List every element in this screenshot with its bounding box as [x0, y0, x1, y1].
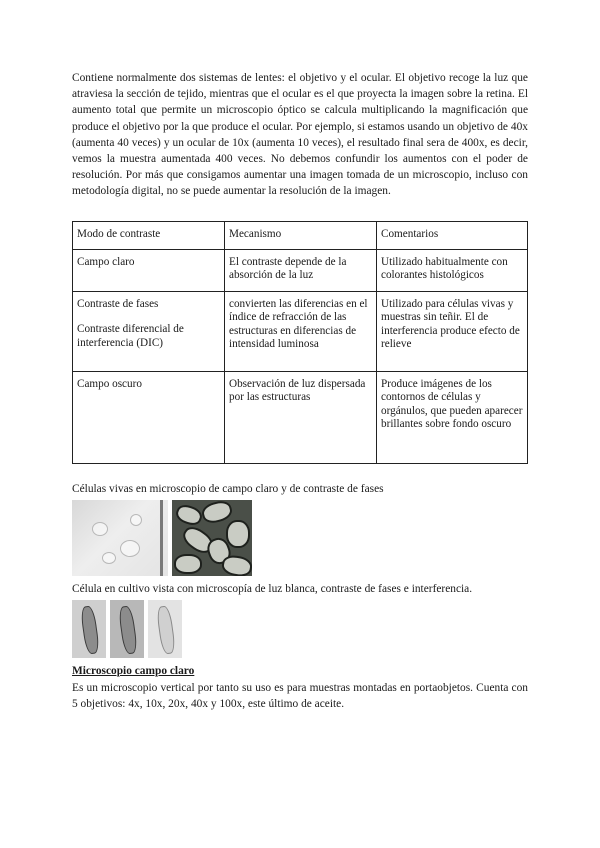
- document-page: [72, 70, 528, 712]
- table-cell-mode: Campo oscuro: [73, 371, 225, 463]
- table-cell-comment: Utilizado habitualmente con colorantes histológicos: [377, 250, 528, 292]
- figure-caption-1: Células vivas en microscopio de campo claro y de contraste de fases: [72, 482, 384, 495]
- brightfield-micrograph: [72, 500, 168, 576]
- table-cell-mechanism: convierten las diferencias en el índice de refracción de las estructuras en diferencias de intensidad luminosa: [225, 291, 377, 371]
- section-heading: Microscopio campo claro: [72, 664, 195, 677]
- table-cell-comment: Produce imágenes de los contornos de células y orgánulos, que pueden aparecer brillantes sobre fondo oscuro: [377, 371, 528, 463]
- white-light-micrograph: [72, 600, 106, 658]
- mode-label-extra: Contraste diferencial de interferencia (DIC): [77, 323, 184, 349]
- mode-label: Contraste de fases: [77, 297, 159, 310]
- table-row: [73, 291, 528, 371]
- table-cell-mechanism: El contraste depende de la absorción de la luz: [225, 250, 377, 292]
- contrast-modes-table: [72, 221, 528, 464]
- figure-caption-2: Célula en cultivo vista con microscopía de luz blanca, contraste de fases e interferencia.: [72, 582, 473, 595]
- table-header-cell: Modo de contraste: [73, 221, 225, 249]
- table-header-row: [73, 221, 528, 249]
- phase-contrast-micrograph: [172, 500, 252, 576]
- table-row: [73, 371, 528, 463]
- table-header-cell: Comentarios: [377, 221, 528, 249]
- table-header-cell: Mecanismo: [225, 221, 377, 249]
- section-paragraph: Es un microscopio vertical por tanto su uso es para muestras montadas en portaobjetos. Cuenta con 5 objetivos: 4x, 10x, 20x, 40x y 100x, este último de aceite.: [72, 681, 528, 711]
- table-cell-mode: [73, 291, 225, 371]
- phase-contrast-cell-micrograph: [110, 600, 144, 658]
- interference-micrograph: [148, 600, 182, 658]
- table-cell-mode: Campo claro: [73, 250, 225, 292]
- figure-1-images: [72, 500, 528, 576]
- table-cell-comment: Utilizado para células vivas y muestras sin teñir. El de interferencia produce efecto de relieve: [377, 291, 528, 371]
- intro-paragraph: Contiene normalmente dos sistemas de lentes: el objetivo y el ocular. El objetivo recoge la luz que atraviesa la sección de tejido, mientras que el ocular es el que proyecta la imagen sobre la retina. El aumento total que permite un microscopio óptico se calcula multiplicando la magnificación que produce el objetivo por la que produce el ocular. Por ejemplo, si estamos usando un objetivo de 40x (aumenta 40 veces) y un ocular de 10x (aumenta 10 veces), el resultado final sera de 400x, es decir, vemos la muestra aumentada 400 veces. No debemos confundir los aumentos con el poder de resolución. Por más que consigamos aumentar una imagen tomada de un microscopio, incluso con metodología digital, no se puede aumentar la resolución de la imagen.: [72, 72, 528, 198]
- table-row: [73, 250, 528, 292]
- table-cell-mechanism: Observación de luz dispersada por las estructuras: [225, 371, 377, 463]
- figure-2-images: [72, 600, 528, 658]
